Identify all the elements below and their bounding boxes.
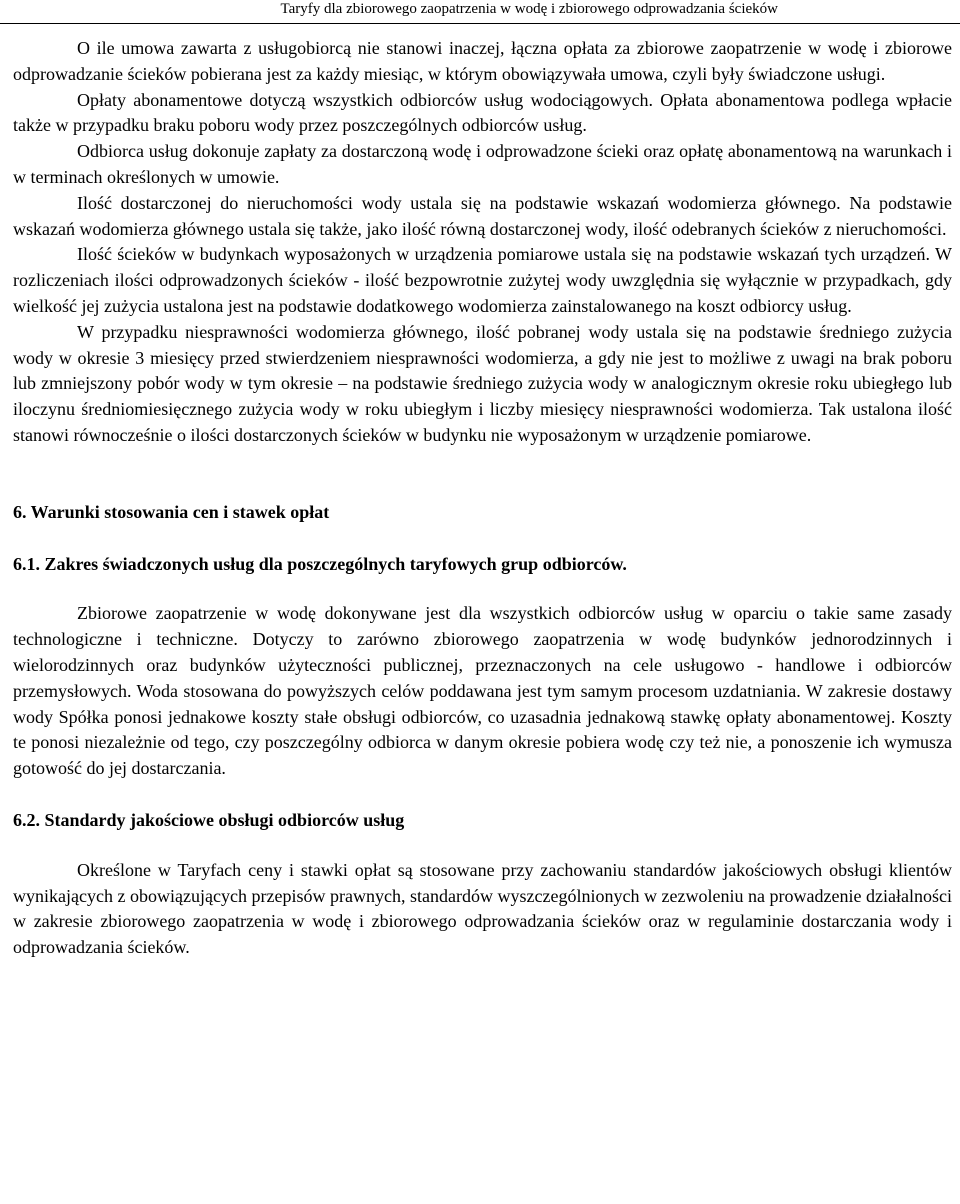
running-title: Taryfy dla zbiorowego zaopatrzenia w wodę i zbiorowego odprowadzania ścieków (280, 1, 778, 17)
paragraph-sewage-meters: Ilość ścieków w budynkach wyposażonych w urządzenia pomiarowe ustala się na podstawie wskazań tych urządzeń. W rozliczeniach ilości odprowadzonych ścieków - ilość bezpowrotnie zużytej wody uwzględnia się wyłącznie w przypadkach, gdy wielkość jej zużycia ustalona jest na podstawie dodatkowego wodomierza zainstalowanego na koszt odbiorcy usług. (13, 244, 952, 316)
paragraph-subscription-fees: Opłaty abonamentowe dotyczą wszystkich odbiorców usług wodociągowych. Opłata abonamentowa podlega wpłacie także w przypadku braku poboru wody przez poszczególnych odbiorców usług. (13, 89, 952, 136)
paragraph-service-scope: Zbiorowe zaopatrzenie w wodę dokonywane jest dla wszystkich odbiorców usług w oparciu o takie same zasady technologiczne i techniczne. Dotyczy to zarówno zbiorowego zaopatrzenia w wodę budynków jednorodzinnych i wielorodzinnych oraz budynków użyteczności publicznej, przeznaczonych na cele usługowo - handlowe i odbiorców przemysłowych. Woda stosowana do powyższych celów poddawana jest tym samym procesom uzdatniania. W zakresie dostawy wody Spółka ponosi jednakowe koszty stałe obsługi odbiorców, co uzasadnia jednakową stawkę opłaty abonamentowej. Koszty te ponosi niezależnie od tego, czy poszczególny odbiorca w danym okresie pobiera wodę czy też nie, a ponoszenie ich wymusza gotowość do jej dostarczania. (13, 603, 952, 779)
paragraph-payment-terms: Odbiorca usług dokonuje zapłaty za dostarczoną wodę i odprowadzone ścieki oraz opłatę abonamentową na warunkach i w terminach określonych w umowie. (13, 141, 952, 187)
section-heading-6-1: 6.1. Zakres świadczonych usług dla poszczególnych taryfowych grup odbiorców. (13, 553, 627, 574)
paragraph-quality-standards: Określone w Taryfach ceny i stawki opłat są stosowane przy zachowaniu standardów jakościowych obsługi klientów wynikających z obowiązujących przepisów prawnych, standardów wyszczególnionych w zezwoleniu na prowadzenie działalności w zakresie zbiorowego zaopatrzenia w wodę i zbiorowego odprowadzania ścieków oraz w regulaminie dostarczania wody i odprowadzania ścieków. (13, 859, 952, 958)
section-heading-6-2: 6.2. Standardy jakościowe obsługi odbiorców usług (13, 809, 405, 830)
section-heading-6: 6. Warunki stosowania cen i stawek opłat (13, 501, 330, 522)
paragraph-meter-malfunction: W przypadku niesprawności wodomierza głównego, ilość pobranej wody ustala się na podstawie średniego zużycia wody w okresie 3 miesięcy przed stwierdzeniem niesprawności wodomierza, a gdy nie jest to możliwe z uwagi na brak poboru lub zmniejszony pobór wody w tym okresie – na podstawie średniego zużycia wody w analogicznym okresie roku ubiegłego lub iloczynu średniomiesięcznego zużycia wody w roku ubiegłym i liczby miesięcy niesprawności wodomierza. Tak ustalona ilość stanowi równocześnie o ilości dostarczonych ścieków w budynku nie wyposażonym w urządzenie pomiarowe. (13, 321, 952, 445)
paragraph-water-meter: Ilość dostarczonej do nieruchomości wody ustala się na podstawie wskazań wodomierza głównego. Na podstawie wskazań wodomierza głównego ustala się także, jako ilość równą dostarczonej wody, ilość odebranych ścieków z nieruchomości. (13, 192, 952, 239)
page-header (0, 0, 960, 24)
paragraph-billing-period: O ile umowa zawarta z usługobiorcą nie stanowi inaczej, łączna opłata za zbiorowe zaopatrzenie w wodę i zbiorowe odprowadzanie ścieków pobierana jest za każdy miesiąc, w którym obowiązywała umowa, czyli były świadczone usługi. (13, 38, 952, 84)
document-body (13, 36, 952, 961)
